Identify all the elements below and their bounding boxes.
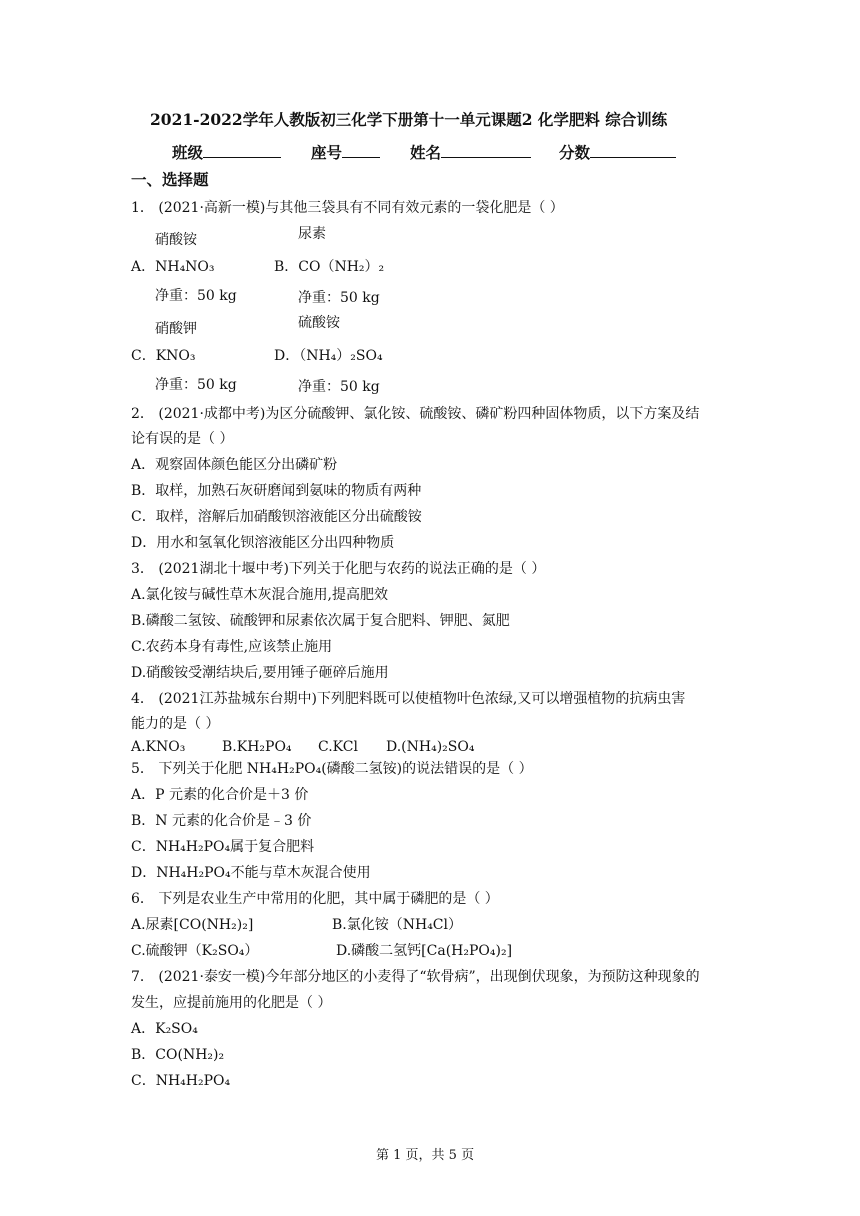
score-label: 分数 xyxy=(559,143,591,162)
name-label: 姓名 xyxy=(410,143,442,162)
q2-option-a[interactable]: A．观察固体颜色能区分出磷矿粉 xyxy=(131,457,338,473)
q1-option-d-weight: 净重：50 kg xyxy=(298,379,380,395)
question-5-stem: 5． 下列关于化肥 NH₄H₂PO₄(磷酸二氢铵)的说法错误的是（ ） xyxy=(131,761,533,777)
question-2-stem-line2: 论有误的是（ ） xyxy=(131,431,234,447)
question-2-stem-line1: 2． (2021·成都中考)为区分硫酸钾、氯化铵、硫酸铵、磷矿粉四种固体物质，以下方案及结 xyxy=(131,406,700,422)
class-label: 班级 xyxy=(172,143,204,162)
q5-option-d[interactable]: D．NH₄H₂PO₄不能与草木灰混合使用 xyxy=(131,865,371,881)
question-3-stem: 3． (2021湖北十堰中考)下列关于化肥与农药的说法正确的是（ ） xyxy=(131,561,546,577)
q3-option-c[interactable]: C.农药本身有毒性,应该禁止施用 xyxy=(131,639,333,655)
question-7-stem-line2: 发生，应提前施用的化肥是（ ） xyxy=(131,995,332,1011)
q7-option-b[interactable]: B．CO(NH₂)₂ xyxy=(131,1047,225,1063)
q5-option-b[interactable]: B．N 元素的化合价是﹣3 价 xyxy=(131,813,312,829)
q7-option-a[interactable]: A．K₂SO₄ xyxy=(131,1021,198,1037)
q5-option-c[interactable]: C．NH₄H₂PO₄属于复合肥料 xyxy=(131,839,315,855)
page-footer: 第 1 页，共 5 页 xyxy=(376,1148,475,1163)
q4-option-d[interactable]: D.(NH₄)₂SO₄ xyxy=(386,739,475,755)
q2-option-c[interactable]: C．取样，溶解后加硝酸钡溶液能区分出硫酸铵 xyxy=(131,509,422,525)
q3-option-a[interactable]: A.氯化铵与碱性草木灰混合施用,提高肥效 xyxy=(131,587,389,603)
class-blank[interactable] xyxy=(203,143,281,158)
q4-option-b[interactable]: B.KH₂PO₄ xyxy=(222,739,292,755)
q1-option-c-weight: 净重：50 kg xyxy=(155,377,237,393)
q1-option-b-weight: 净重：50 kg xyxy=(298,290,380,306)
name-blank[interactable] xyxy=(441,143,531,158)
q4-option-a[interactable]: A.KNO₃ xyxy=(131,739,186,755)
q1-option-b[interactable]: B．CO（NH₂）₂ xyxy=(274,259,385,275)
q7-option-c[interactable]: C．NH₄H₂PO₄ xyxy=(131,1073,231,1089)
question-1-stem: 1． (2021·高新一模)与其他三袋具有不同有效元素的一袋化肥是（ ） xyxy=(131,200,564,216)
q1-option-a-weight: 净重：50 kg xyxy=(155,288,237,304)
q1-option-c[interactable]: C．KNO₃ xyxy=(131,348,196,364)
q6-option-d[interactable]: D.磷酸二氢钙[Ca(H₂PO₄)₂] xyxy=(336,943,513,959)
q6-option-a[interactable]: A.尿素[CO(NH₂)₂] xyxy=(131,917,254,933)
seat-label: 座号 xyxy=(311,143,343,162)
question-4-stem-line2: 能力的是（ ） xyxy=(131,716,220,732)
q3-option-b[interactable]: B.磷酸二氢铵、硫酸钾和尿素依次属于复合肥料、钾肥、氮肥 xyxy=(131,613,510,629)
q6-option-c[interactable]: C.硫酸钾（K₂SO₄） xyxy=(131,943,259,959)
document-title: 2021-2022学年人教版初三化学下册第十一单元课题2 化学肥料 综合训练 xyxy=(150,110,668,129)
score-blank[interactable] xyxy=(590,143,676,158)
q5-option-a[interactable]: A．P 元素的化合价是＋3 价 xyxy=(131,787,309,803)
q1-option-c-name: 硝酸钾 xyxy=(155,321,197,337)
q1-option-d-name: 硫酸铵 xyxy=(298,315,340,331)
q1-option-b-name: 尿素 xyxy=(298,226,326,242)
question-6-stem: 6． 下列是农业生产中常用的化肥，其中属于磷肥的是（ ） xyxy=(131,891,499,907)
student-info-header xyxy=(172,143,676,162)
section-heading: 一、选择题 xyxy=(131,170,209,189)
q1-option-a[interactable]: A．NH₄NO₃ xyxy=(131,259,215,275)
question-7-stem-line1: 7． (2021·泰安一模)今年部分地区的小麦得了“软骨病”，出现倒伏现象，为预防这种现象的 xyxy=(131,969,700,985)
q2-option-d[interactable]: D．用水和氢氧化钡溶液能区分出四种物质 xyxy=(131,535,395,551)
q3-option-d[interactable]: D.硝酸铵受潮结块后,要用锤子砸碎后施用 xyxy=(131,665,389,681)
q1-option-a-name: 硝酸铵 xyxy=(155,232,197,248)
question-4-stem-line1: 4． (2021江苏盐城东台期中)下列肥料既可以使植物叶色浓绿,又可以增强植物的抗病虫害 xyxy=(131,691,686,707)
q2-option-b[interactable]: B．取样，加熟石灰研磨闻到氨味的物质有两种 xyxy=(131,483,422,499)
q6-option-b[interactable]: B.氯化铵（NH₄Cl） xyxy=(332,917,462,933)
q1-option-d[interactable]: D．（NH₄）₂SO₄ xyxy=(274,348,383,364)
q4-option-c[interactable]: C.KCl xyxy=(318,739,358,755)
seat-blank[interactable] xyxy=(342,143,380,158)
